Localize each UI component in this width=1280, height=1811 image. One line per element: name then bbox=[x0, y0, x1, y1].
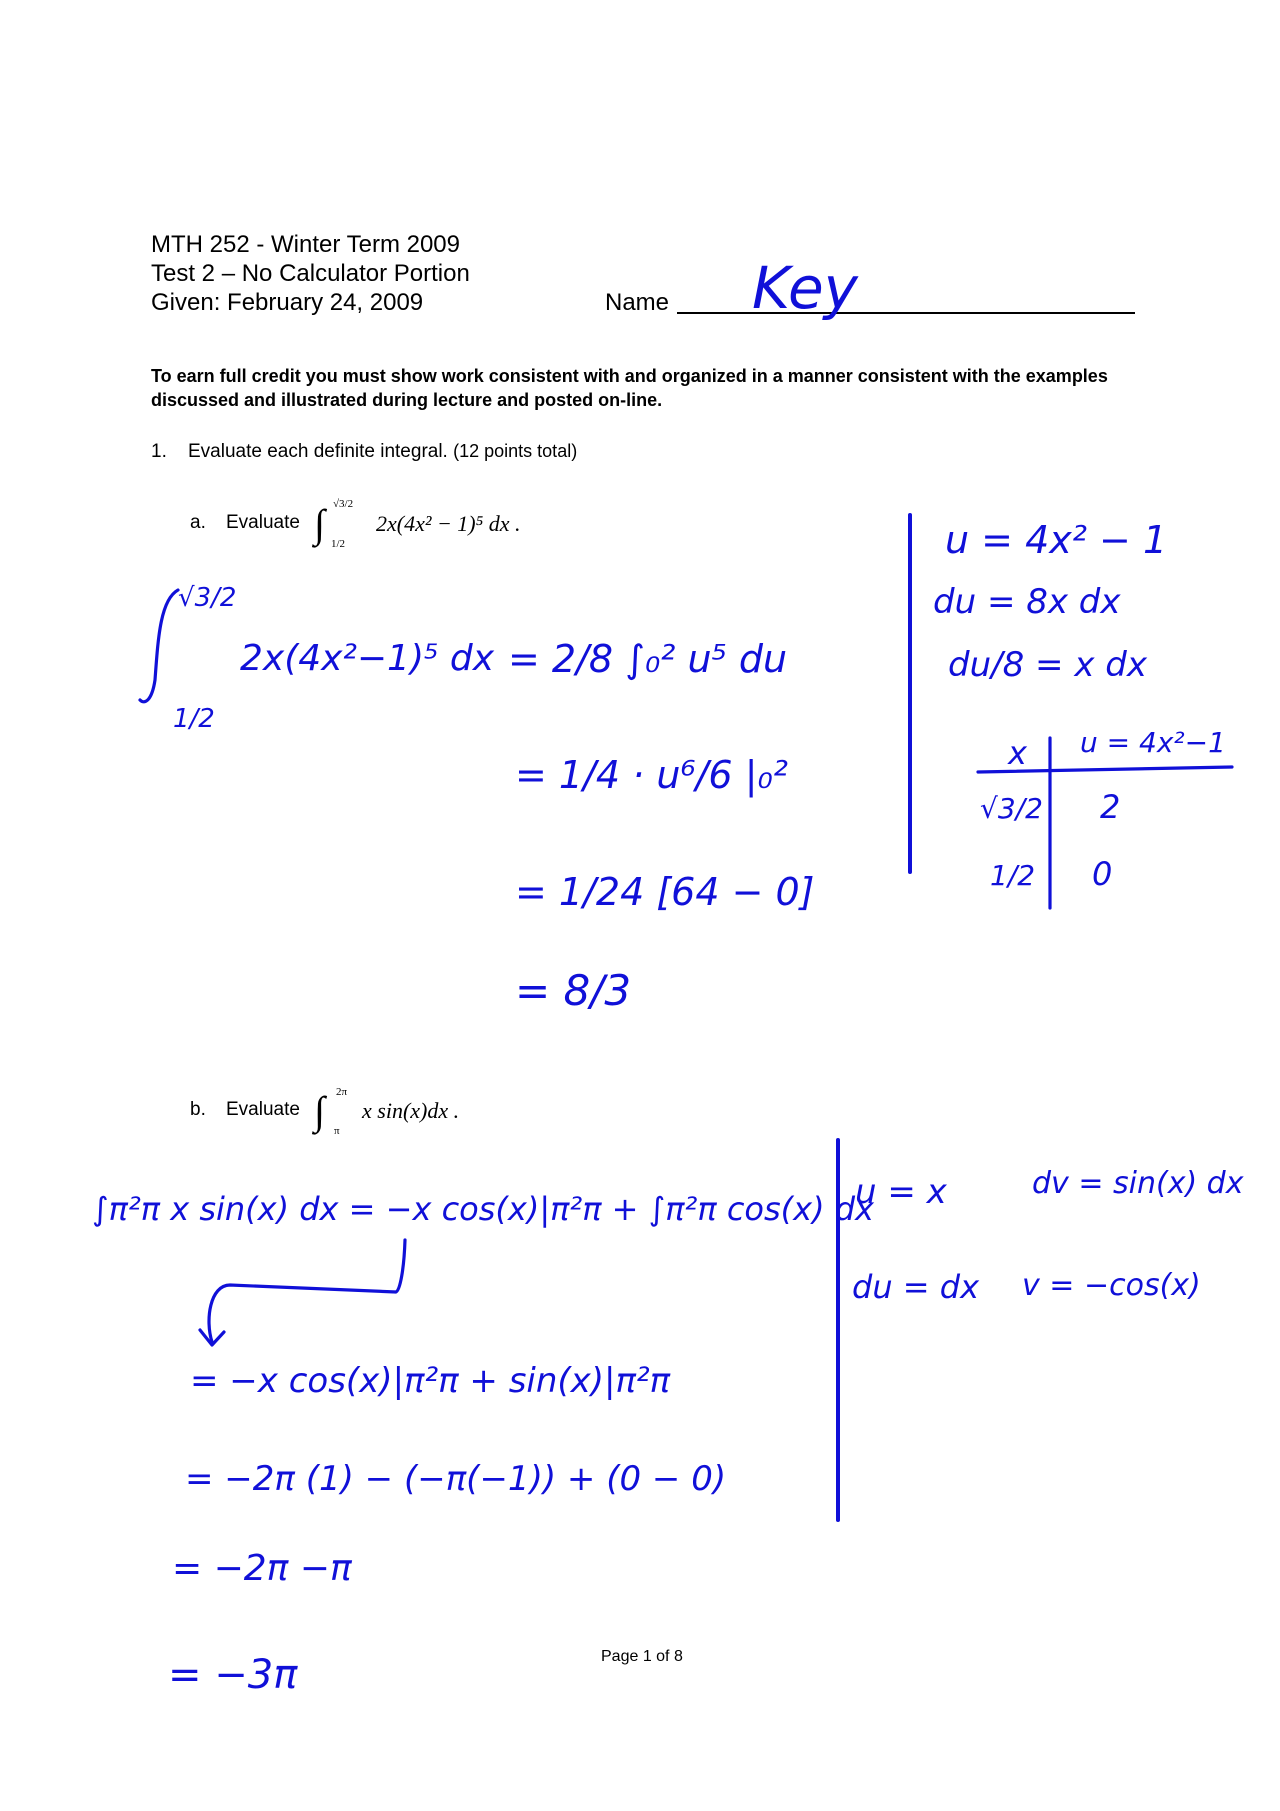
arrow-connector bbox=[209, 1240, 405, 1342]
given-date: Given: February 24, 2009 bbox=[151, 289, 424, 316]
work-a-upper: √3/2 bbox=[178, 583, 237, 613]
table-row-x: √3/2 bbox=[980, 792, 1043, 825]
instructions: To earn full credit you must show work consistent with and organized in a manner consistent with the examples discussed and illustrated during lecture and posted on-line. bbox=[151, 366, 1108, 410]
table-hline bbox=[978, 767, 1232, 772]
sub-du-over-8: du/8 = x dx bbox=[948, 645, 1147, 685]
part-a-evaluate: Evaluate bbox=[226, 512, 300, 533]
part-b-integrand: x sin(x)dx . bbox=[362, 1098, 460, 1123]
work-a-integrand: 2x(4x²−1)⁵ dx bbox=[240, 638, 495, 679]
part-b-label: b. bbox=[190, 1099, 206, 1120]
work-a-lower: 1/2 bbox=[173, 704, 215, 734]
work-b-step2: = −2π (1) − (−π(−1)) + (0 − 0) bbox=[185, 1459, 727, 1499]
name-label: Name bbox=[605, 289, 670, 316]
test-title: Test 2 – No Calculator Portion bbox=[151, 260, 470, 287]
part-a-integrand: 2x(4x² − 1)⁵ dx . bbox=[376, 511, 521, 536]
table-row-u: 0 bbox=[1092, 855, 1113, 893]
name-underline bbox=[677, 312, 1135, 314]
work-b-lhs: ∫π²π x sin(x) dx = −x cos(x)|π²π + ∫π²π cos(x) dx bbox=[92, 1190, 874, 1228]
part-a-lower-limit: 1/2 bbox=[331, 538, 346, 550]
part-b-evaluate: Evaluate bbox=[226, 1099, 300, 1120]
table-u-header: u = 4x²−1 bbox=[1080, 726, 1226, 759]
work-b-step1: = −x cos(x)|π²π + sin(x)|π²π bbox=[190, 1361, 671, 1401]
ibp-v: v = −cos(x) bbox=[1022, 1268, 1201, 1303]
work-a-step2: = 1/4 · u⁶/6 |₀² bbox=[515, 753, 788, 797]
part-a-upper-limit: √3/2 bbox=[333, 498, 354, 510]
table-row-u: 2 bbox=[1100, 788, 1121, 826]
problem-prompt bbox=[188, 441, 577, 463]
work-b-step4: = −3π bbox=[168, 1652, 298, 1698]
work-b-step3: = −2π −π bbox=[172, 1548, 352, 1589]
name-handwritten: Key bbox=[752, 254, 858, 322]
table-x-header: x bbox=[1008, 734, 1027, 772]
sub-du: du = 8x dx bbox=[933, 582, 1121, 622]
sub-u: u = 4x² − 1 bbox=[945, 518, 1168, 562]
arrow-head-icon bbox=[200, 1330, 224, 1345]
table-row-x: 1/2 bbox=[990, 859, 1036, 892]
ibp-du: du = dx bbox=[852, 1268, 979, 1306]
course-title: MTH 252 - Winter Term 2009 bbox=[151, 231, 460, 258]
ibp-u: u = x bbox=[855, 1172, 947, 1212]
work-a-step4: = 8/3 bbox=[515, 966, 632, 1015]
integral-sign-icon: ∫ bbox=[314, 1088, 325, 1133]
problem-prompt-text: Evaluate each definite integral. bbox=[188, 441, 448, 462]
integral-sign-icon: ∫ bbox=[314, 501, 325, 546]
work-a-step1: = 2/8 ∫₀² u⁵ du bbox=[508, 637, 788, 681]
ibp-dv: dv = sin(x) dx bbox=[1032, 1166, 1244, 1201]
part-a-label: a. bbox=[190, 512, 206, 533]
problem-number: 1. bbox=[151, 441, 167, 462]
page-number: Page 1 of 8 bbox=[601, 1648, 683, 1665]
work-a-step3: = 1/24 [64 − 0] bbox=[515, 870, 815, 914]
integral-sign-icon bbox=[140, 590, 178, 702]
part-b-lower-limit: π bbox=[334, 1125, 340, 1137]
part-b-upper-limit: 2π bbox=[336, 1086, 348, 1098]
problem-points: (12 points total) bbox=[453, 441, 578, 461]
